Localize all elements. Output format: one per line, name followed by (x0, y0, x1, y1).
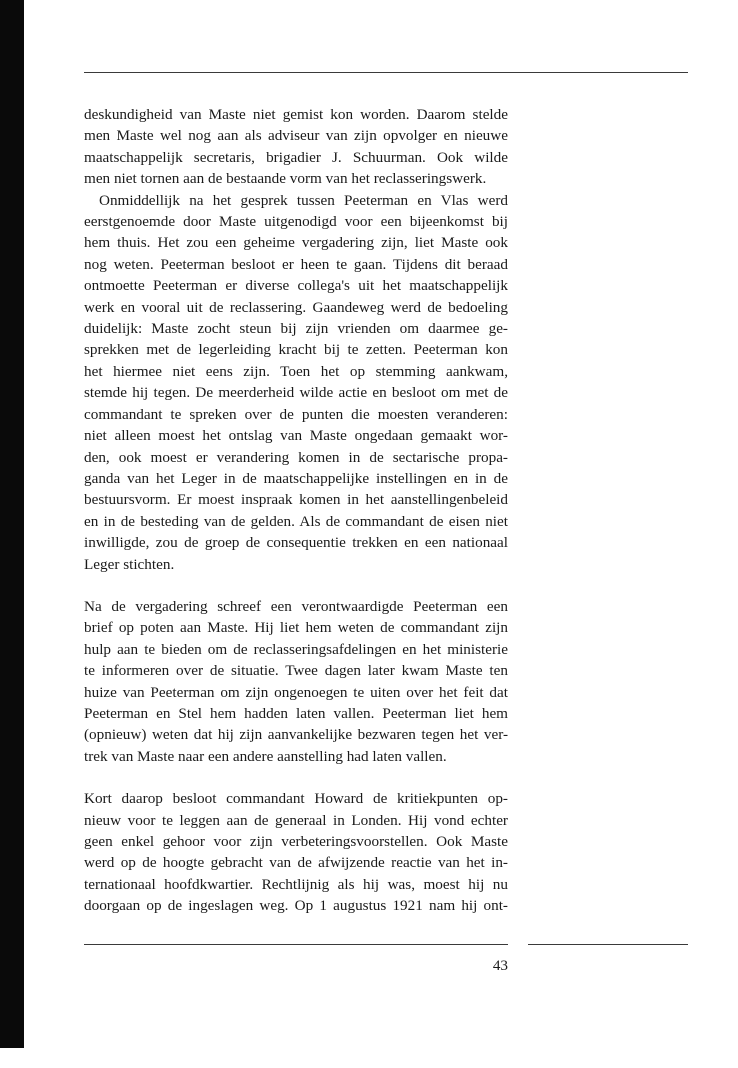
text-line: Peeterman en Stel hem hadden laten vallen. Peeterman liet hem (84, 704, 508, 722)
text-line: inwilligde, zou de groep de consequentie trekken en een nationaal (84, 534, 508, 552)
text-line: men niet tornen aan de bestaande vorm van het reclasseringswerk. (84, 170, 487, 188)
text-line: commandant te spreken over de punten die moesten veranderen: (84, 405, 508, 423)
page-number: 43 (492, 957, 508, 974)
body-text (84, 104, 508, 917)
text-line: men Maste wel nog aan als adviseur van zijn opvolger en nieuwe (84, 127, 508, 145)
text-line: maatschappelijk secretaris, brigadier J. Schuurman. Ook wilde (84, 148, 508, 166)
text-line: den, ook moest er verandering komen in de sectarische propa- (84, 448, 508, 466)
text-line: duidelijk: Maste zocht steun bij zijn vrienden om daarmee ge- (84, 320, 508, 338)
text-line: bestuursvorm. Er moest inspraak komen in het aanstellingenbeleid (84, 491, 508, 509)
text-line: ontmoette Peeterman er diverse collega's uit het maatschappelijk (84, 277, 508, 295)
text-line: niet alleen moest het ontslag van Maste ongedaan gemaakt wor- (84, 427, 508, 445)
paragraph-1 (84, 104, 508, 190)
text-line: doorgaan op de ingeslagen weg. Op 1 augustus 1921 nam hij ont- (84, 897, 508, 915)
paragraph-2 (84, 190, 508, 575)
text-line: ganda van het Leger in de maatschappelijke instellingen en in de (84, 469, 508, 487)
text-line: en in de besteding van de gelden. Als de commandant de eisen niet (84, 512, 508, 530)
text-line: geen enkel gehoor voor zijn verbeteringsvoorstellen. Ook Maste (84, 833, 508, 850)
paragraph-gap (84, 767, 508, 788)
text-line: brief op poten aan Maste. Hij liet hem weten de commandant zijn (84, 619, 508, 637)
text-line: trek van Maste naar een andere aanstelling had laten vallen. (84, 747, 447, 765)
text-line: stemde hij tegen. De meerderheid wilde actie en besloot om met de (84, 384, 508, 402)
header-rule (84, 72, 688, 73)
text-line: nieuw voor te leggen aan de generaal in Londen. Hij vond echter (84, 811, 508, 829)
footer-rule-right (528, 944, 688, 945)
text-line: het hiermee niet eens zijn. Toen het op stemming aankwam, (84, 362, 508, 380)
paragraph-4 (84, 788, 508, 916)
text-line: nog weten. Peeterman besloot er heen te gaan. Tijdens dit beraad (84, 255, 508, 273)
paragraph-3 (84, 596, 508, 767)
paragraph-gap (84, 575, 508, 596)
text-line: Kort daarop besloot commandant Howard de kritiekpunten op- (84, 790, 508, 808)
text-line: sprekken met de legerleiding kracht bij te zetten. Peeterman kon (84, 341, 508, 359)
text-line: werk en vooral uit de reclassering. Gaandeweg werd de bedoeling (84, 298, 508, 316)
text-line: Leger stichten. (84, 555, 175, 573)
text-line: hulp aan te bieden om de reclasseringsafdelingen en het ministerie (84, 640, 508, 658)
text-line: deskundigheid van Maste niet gemist kon worden. Daarom stelde (84, 106, 508, 123)
footer-rule-left (84, 944, 508, 945)
text-line: Onmiddellijk na het gesprek tussen Peeterman en Vlas werd (99, 191, 508, 209)
text-line: ternationaal hoofdkwartier. Rechtlijnig als hij was, moest hij nu (84, 875, 508, 893)
text-line: hem thuis. Het zou een geheime vergadering zijn, liet Maste ook (84, 234, 508, 252)
text-line: eerstgenoemde door Maste uitgenodigd voor een bijeenkomst bij (84, 213, 508, 231)
text-line: werd op de hoogte gebracht van de afwijzende reactie van het in- (84, 854, 508, 872)
scan-edge (0, 0, 24, 1048)
text-line: huize van Peeterman om zijn ongenoegen te uiten over het feit dat (84, 683, 508, 701)
text-line: te informeren over de situatie. Twee dagen later kwam Maste ten (84, 662, 508, 680)
text-line: (opnieuw) weten dat hij zijn aanvankelijke bezwaren tegen het ver- (84, 726, 508, 744)
text-line: Na de vergadering schreef een verontwaardigde Peeterman een (84, 597, 508, 615)
